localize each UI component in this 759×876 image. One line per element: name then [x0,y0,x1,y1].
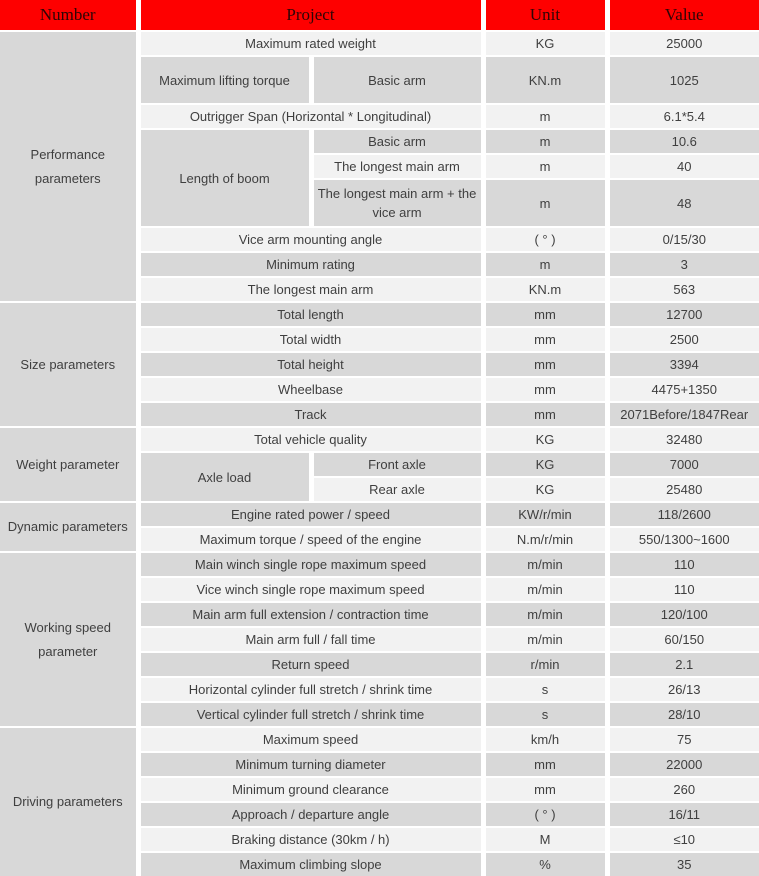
value-cell: 10.6 [607,129,759,154]
table-row [0,31,759,56]
unit-cell: mm [483,777,607,802]
project-cell: Minimum turning diameter [138,752,483,777]
value-cell: 35 [607,852,759,876]
unit-cell: KG [483,31,607,56]
unit-cell: mm [483,377,607,402]
project-subcell: The longest main arm [311,154,483,179]
project-cell: Vertical cylinder full stretch / shrink time [138,702,483,727]
project-subcell: The longest main arm + the vice arm [311,179,483,227]
unit-cell: KG [483,477,607,502]
value-cell: 2071Before/1847Rear [607,402,759,427]
project-subcell: Basic arm [311,56,483,104]
project-cell: Total height [138,352,483,377]
unit-cell: KG [483,452,607,477]
table-row [0,502,759,527]
value-cell: 118/2600 [607,502,759,527]
value-cell: 110 [607,552,759,577]
project-cell: Vice winch single rope maximum speed [138,577,483,602]
unit-cell: m [483,179,607,227]
header-project: Project [138,0,483,31]
table-row [0,552,759,577]
unit-cell: m [483,104,607,129]
section-cell-performance: Performance parameters [0,31,138,302]
unit-cell: mm [483,302,607,327]
project-cell: Maximum climbing slope [138,852,483,876]
section-cell-driving: Driving parameters [0,727,138,876]
unit-cell: mm [483,752,607,777]
project-group-cell: Length of boom [138,129,311,227]
table-row [0,302,759,327]
value-cell: 3 [607,252,759,277]
value-cell: 7000 [607,452,759,477]
project-cell: Vice arm mounting angle [138,227,483,252]
unit-cell: ( ° ) [483,802,607,827]
unit-cell: r/min [483,652,607,677]
unit-cell: mm [483,327,607,352]
unit-cell: s [483,677,607,702]
project-cell: Return speed [138,652,483,677]
project-cell: Total width [138,327,483,352]
project-cell: Minimum ground clearance [138,777,483,802]
value-cell: 40 [607,154,759,179]
project-subcell: Rear axle [311,477,483,502]
section-cell-working-speed: Working speed parameter [0,552,138,727]
project-cell: Engine rated power / speed [138,502,483,527]
value-cell: 75 [607,727,759,752]
value-cell: 28/10 [607,702,759,727]
unit-cell: m/min [483,577,607,602]
value-cell: 2500 [607,327,759,352]
value-cell: 25000 [607,31,759,56]
project-cell: Total length [138,302,483,327]
value-cell: 260 [607,777,759,802]
project-cell: Wheelbase [138,377,483,402]
value-cell: 32480 [607,427,759,452]
project-subcell: Front axle [311,452,483,477]
value-cell: 22000 [607,752,759,777]
value-cell: 550/1300~1600 [607,527,759,552]
unit-cell: ( ° ) [483,227,607,252]
unit-cell: m/min [483,627,607,652]
unit-cell: mm [483,352,607,377]
project-cell: Outrigger Span (Horizontal * Longitudinal) [138,104,483,129]
section-cell-dynamic: Dynamic parameters [0,502,138,552]
project-cell: Minimum rating [138,252,483,277]
unit-cell: KW/r/min [483,502,607,527]
project-cell: Horizontal cylinder full stretch / shrink time [138,677,483,702]
header-number: Number [0,0,138,31]
value-cell: 25480 [607,477,759,502]
value-cell: 110 [607,577,759,602]
unit-cell: m/min [483,552,607,577]
value-cell: 2.1 [607,652,759,677]
unit-cell: m [483,252,607,277]
project-cell: Track [138,402,483,427]
project-cell: Maximum lifting torque [138,56,311,104]
unit-cell: m [483,129,607,154]
unit-cell: m [483,154,607,179]
value-cell: 4475+1350 [607,377,759,402]
project-cell: Main arm full / fall time [138,627,483,652]
value-cell: 3394 [607,352,759,377]
project-subcell: Basic arm [311,129,483,154]
unit-cell: KN.m [483,277,607,302]
unit-cell: KG [483,427,607,452]
project-cell: Main winch single rope maximum speed [138,552,483,577]
unit-cell: s [483,702,607,727]
unit-cell: KN.m [483,56,607,104]
project-cell: Maximum speed [138,727,483,752]
project-cell: Total vehicle quality [138,427,483,452]
unit-cell: m/min [483,602,607,627]
unit-cell: N.m/r/min [483,527,607,552]
table-row [0,427,759,452]
project-cell: Braking distance (30km / h) [138,827,483,852]
unit-cell: km/h [483,727,607,752]
value-cell: 0/15/30 [607,227,759,252]
value-cell: 48 [607,179,759,227]
unit-cell: % [483,852,607,876]
value-cell: 12700 [607,302,759,327]
value-cell: 26/13 [607,677,759,702]
value-cell: 16/11 [607,802,759,827]
section-cell-weight: Weight parameter [0,427,138,502]
value-cell: 563 [607,277,759,302]
project-cell: Maximum rated weight [138,31,483,56]
project-cell: Main arm full extension / contraction time [138,602,483,627]
value-cell: 120/100 [607,602,759,627]
project-cell: Maximum torque / speed of the engine [138,527,483,552]
header-unit: Unit [483,0,607,31]
project-cell: Approach / departure angle [138,802,483,827]
project-group-cell: Axle load [138,452,311,502]
header-value: Value [607,0,759,31]
value-cell: 1025 [607,56,759,104]
value-cell: 6.1*5.4 [607,104,759,129]
unit-cell: M [483,827,607,852]
value-cell: 60/150 [607,627,759,652]
section-cell-size: Size parameters [0,302,138,427]
project-cell: The longest main arm [138,277,483,302]
value-cell: ≤10 [607,827,759,852]
header-row [0,0,759,31]
table-row [0,727,759,752]
unit-cell: mm [483,402,607,427]
